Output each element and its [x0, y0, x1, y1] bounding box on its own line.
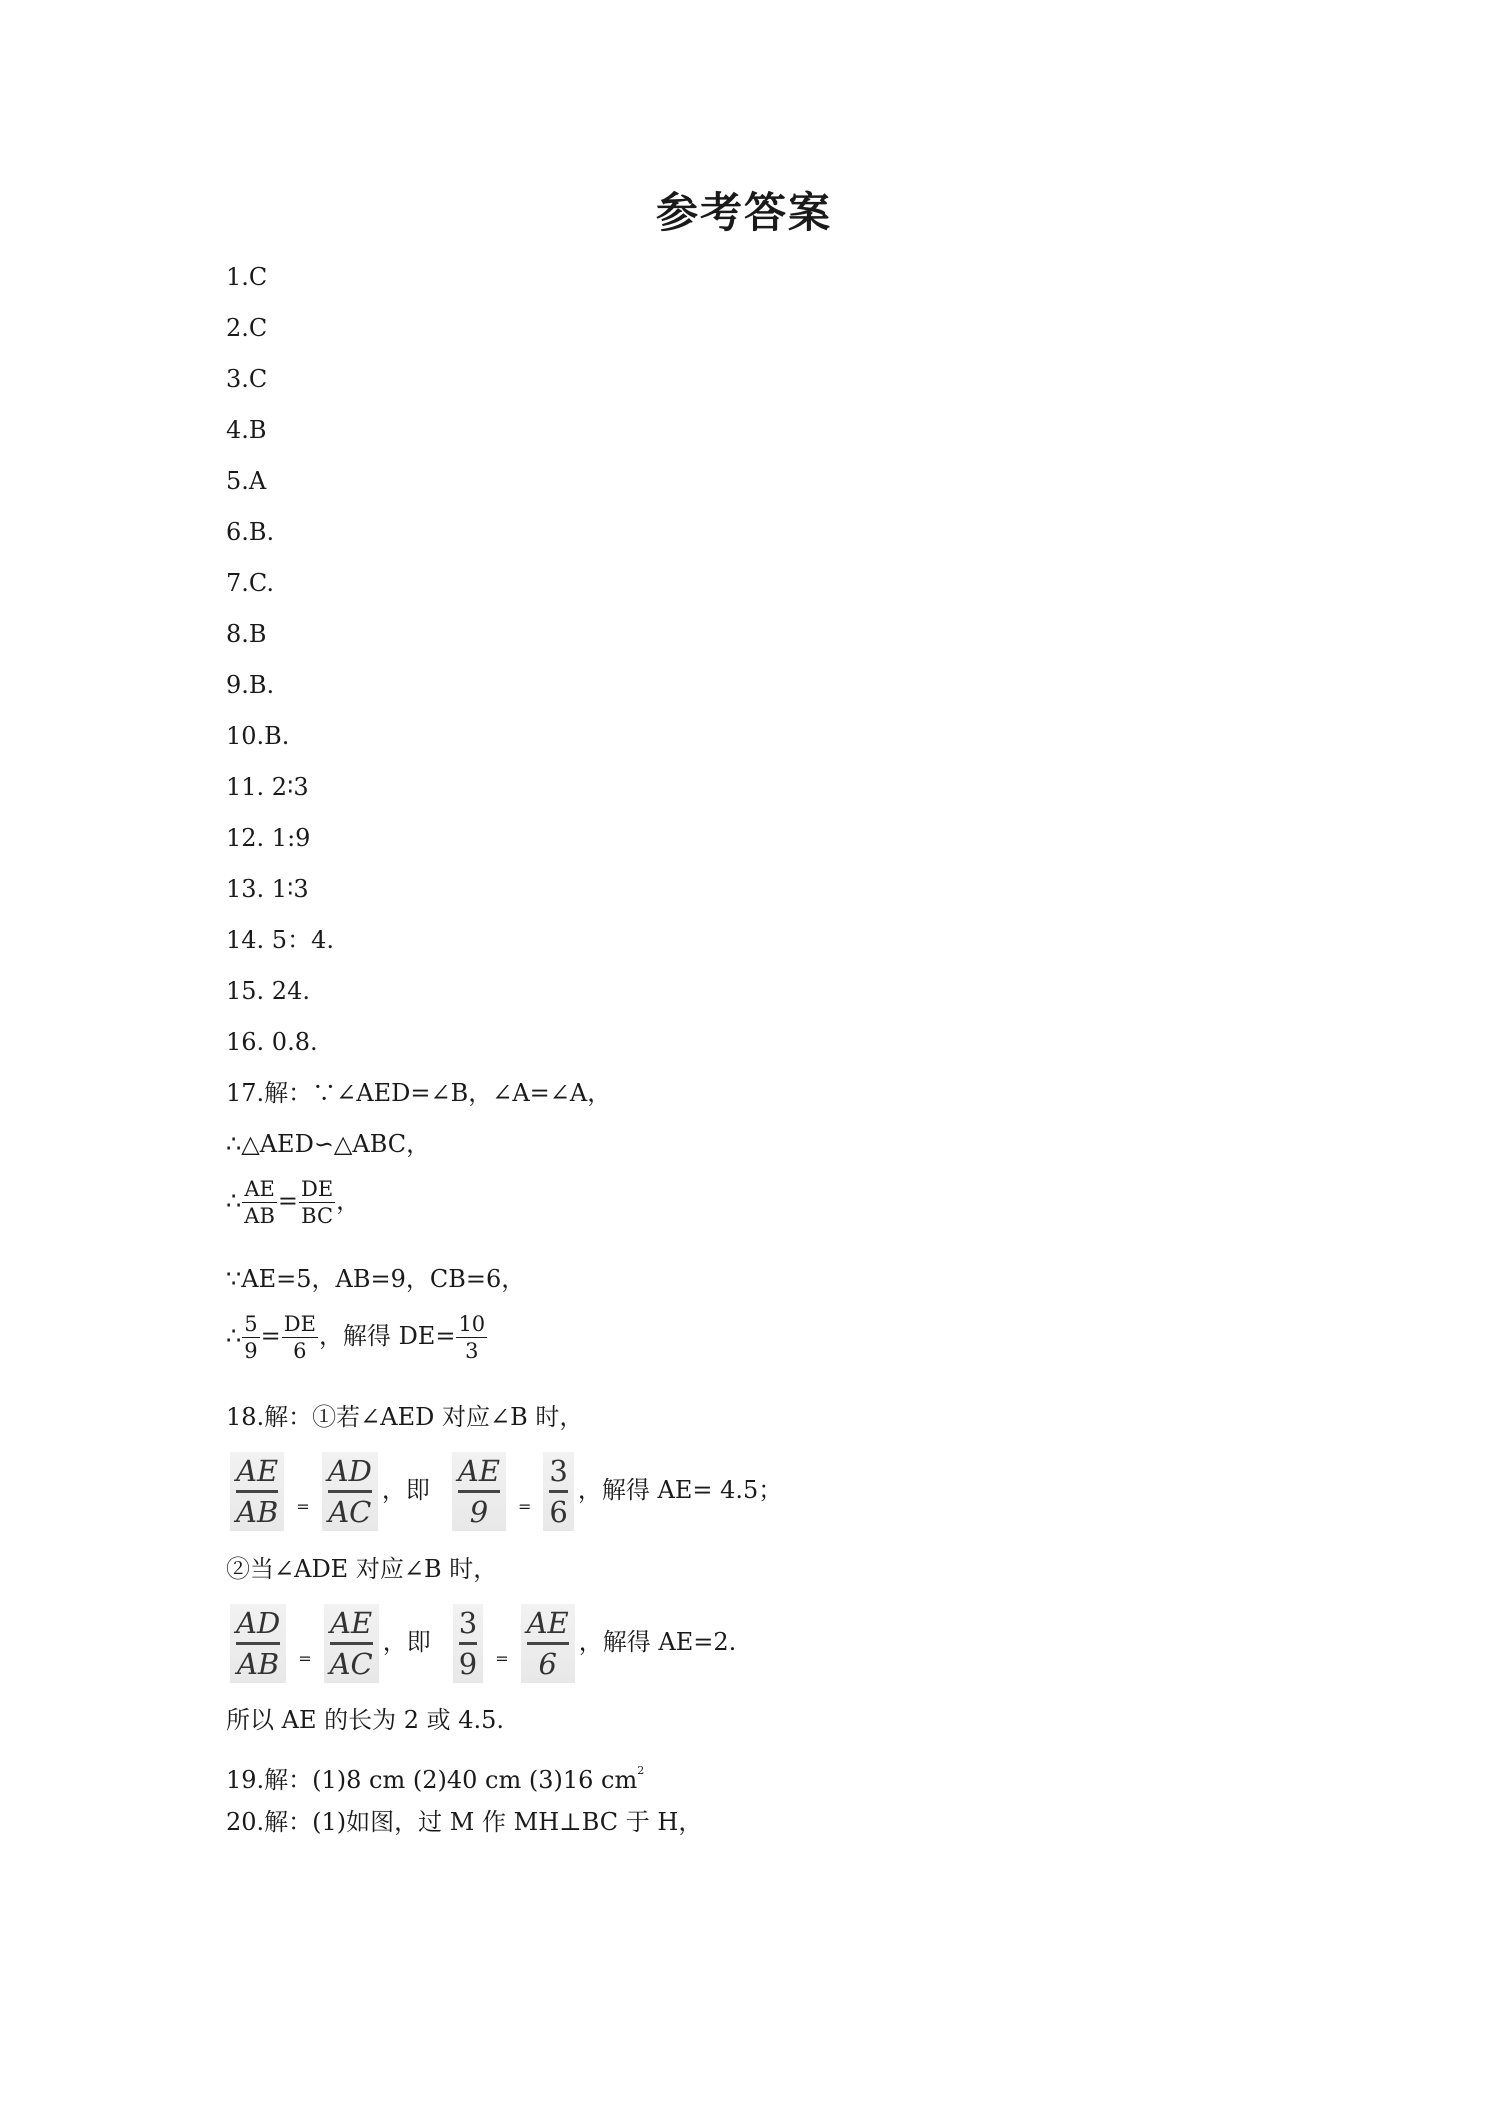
answer-line: 8.B — [226, 620, 267, 648]
q19-line: 19.解：(1)8 cm (2)40 cm (3)16 $cm^2$ — [226, 1764, 645, 1794]
fraction: $\frac{5}{9}$ — [244, 1312, 258, 1363]
q17-solution: ∴ $\frac{5}{9}$ = $\frac{DE}{6}$ ，解得 DE= $\frac{10}{3}$ — [226, 1312, 486, 1363]
answer-line: 16. 0.8. — [226, 1028, 318, 1056]
answer-line: 3.C — [226, 365, 268, 393]
fraction-image: $\frac{3}{9}$ — [453, 1604, 483, 1683]
equals-sign: = — [518, 1497, 532, 1516]
answer-line: 9.B. — [226, 671, 275, 699]
fraction-image: $\frac{AD}{AB}$ — [230, 1604, 286, 1683]
superscript: 2 — [637, 1764, 645, 1777]
answer-line: 4.B — [226, 416, 267, 444]
equals-sign: = — [298, 1649, 312, 1668]
answer-line: 13. 1∶3 — [226, 875, 309, 903]
answer-line: 5.A — [226, 467, 267, 495]
fraction-image: $\frac{AE}{6}$ — [521, 1604, 575, 1683]
answer-line: 6.B. — [226, 518, 275, 546]
q18-line-1: 18.解：①若∠AED 对应∠B 时， — [226, 1403, 584, 1431]
fraction-image: $\frac{AE}{AB}$ — [230, 1452, 284, 1531]
fraction: $\frac{DE}{6}$ — [283, 1312, 316, 1363]
answer-line: 1.C — [226, 263, 268, 291]
answer-line: 2.C — [226, 314, 268, 342]
therefore-symbol: ∴ — [226, 1322, 242, 1350]
answer-line: 10.B. — [226, 722, 290, 750]
answer-line: 7.C. — [226, 569, 275, 597]
answer-line: 11. 2∶3 — [226, 773, 309, 801]
equals-sign: = — [495, 1649, 509, 1668]
fraction-image: $\frac{AE}{AC}$ — [324, 1604, 379, 1683]
q18-case-1: $\frac{AE}{AB}$ $_=$ $\frac{AD}{AC}$ ，即 $\frac{AE}{9}$ $_=$ $\frac{3}{6}$ ，解得 AE= 4.5； — [226, 1452, 782, 1531]
q17-proportion: ∴ $\frac{AE}{AB}$ = $\frac{DE}{BC}$ ， — [226, 1177, 361, 1228]
q18-conclusion: 所以 AE 的长为 2 或 4.5. — [226, 1706, 505, 1734]
equals-sign: = — [296, 1497, 310, 1516]
answer-line: 15. 24. — [226, 977, 310, 1005]
q17-line-1: 17.解：∵∠AED=∠B，∠A=∠A， — [226, 1079, 612, 1107]
equals-sign: = — [260, 1322, 281, 1350]
q17-line-4: ∵AE=5，AB=9，CB=6， — [226, 1265, 526, 1293]
q18-case-2: $\frac{AD}{AB}$ $_=$ $\frac{AE}{AC}$ ，即 $\frac{3}{9}$ $_=$ $\frac{AE}{6}$ ，解得 AE=2. — [226, 1604, 736, 1683]
fraction-image: $\frac{3}{6}$ — [543, 1452, 573, 1531]
answer-line: 12. 1:9 — [226, 824, 311, 852]
q18-line-3: ②当∠ADE 对应∠B 时， — [226, 1555, 498, 1583]
page-title: 参考答案 — [655, 188, 832, 237]
q17-line-2: ∴△AED∽△ABC， — [226, 1130, 431, 1158]
fraction: $\frac{AE}{AB}$ — [244, 1177, 275, 1228]
answer-line: 14. 5：4. — [226, 926, 334, 954]
equals-sign: = — [277, 1187, 298, 1215]
fraction-image: $\frac{AE}{9}$ — [452, 1452, 506, 1531]
fraction-image: $\frac{AD}{AC}$ — [322, 1452, 378, 1531]
fraction: $\frac{10}{3}$ — [458, 1312, 486, 1363]
q20-line: 20.解：(1)如图，过 M 作 MH⊥BC 于 H， — [226, 1808, 703, 1836]
therefore-symbol: ∴ — [226, 1187, 242, 1215]
fraction: $\frac{DE}{BC}$ — [301, 1177, 334, 1228]
